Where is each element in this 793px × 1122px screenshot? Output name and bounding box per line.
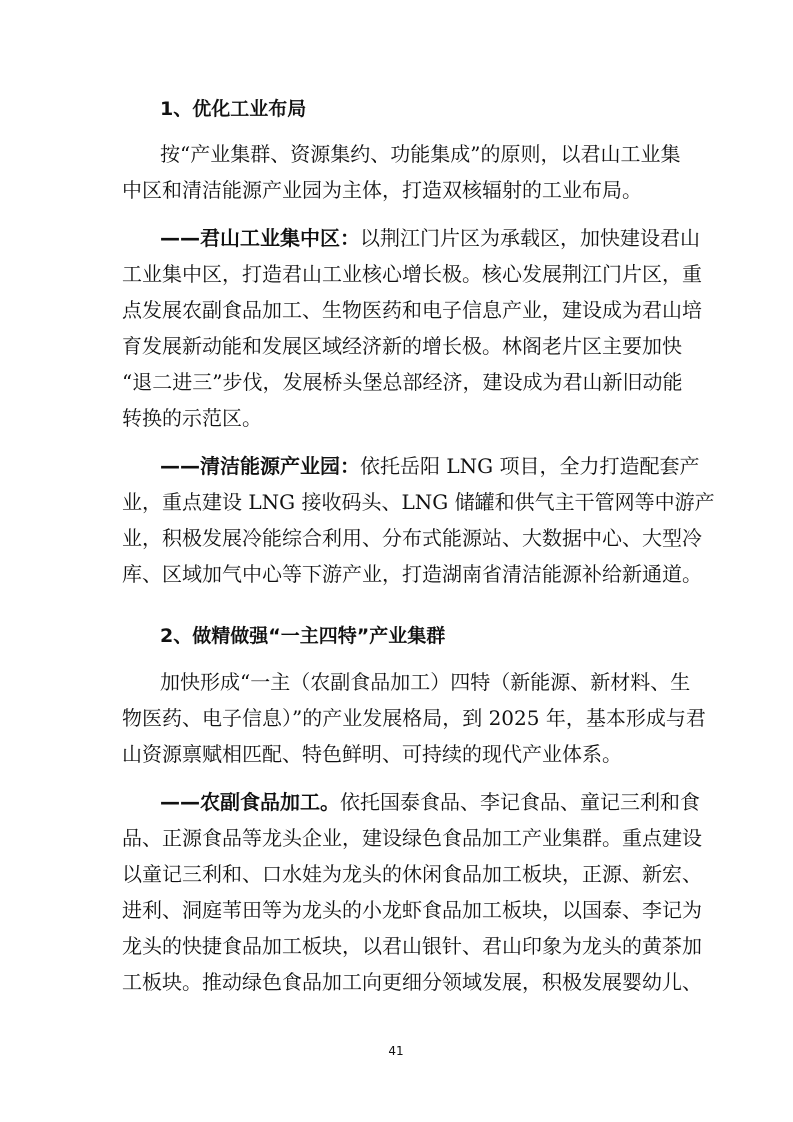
paragraph-line: 加快形成“一主（农副食品加工）四特（新能源、新材料、生	[160, 670, 691, 694]
paragraph-line: 山资源禀赋相匹配、特色鲜明、可持续的现代产业体系。	[122, 742, 622, 766]
paragraph-line: 按“产业集群、资源集约、功能集成”的原则，以君山工业集	[160, 142, 681, 166]
paragraph-line: 业，重点建设 LNG 接收码头、LNG 储罐和供气主干管网等中游产	[122, 490, 715, 514]
paragraph-text: 依托岳阳 LNG 项目，全力打造配套产	[360, 454, 700, 478]
paragraph-line: 库、区域加气中心等下游产业，打造湖南省清洁能源补给新通道。	[122, 562, 702, 586]
page-number: 41	[388, 1044, 404, 1058]
paragraph-line	[160, 447, 700, 485]
section-2-heading: 2、做精做强“一主四特”产业集群	[160, 625, 446, 647]
paragraph-line: “退二进三”步伐，发展桥头堡总部经济，建设成为君山新旧动能	[122, 370, 683, 394]
paragraph-line: 以童记三利和、口水娃为龙头的休闲食品加工板块，正源、新宏、	[122, 862, 702, 886]
paragraph-lead: ——农副食品加工。	[160, 790, 340, 814]
paragraph-line: 龙头的快捷食品加工板块，以君山银针、君山印象为龙头的黄茶加	[122, 934, 702, 958]
paragraph-line	[160, 219, 700, 257]
paragraph-line: 进利、洞庭苇田等为龙头的小龙虾食品加工板块，以国泰、李记为	[122, 898, 702, 922]
paragraph-lead: ——清洁能源产业园：	[160, 454, 360, 478]
paragraph-text: 以荆江门片区为承载区，加快建设君山	[360, 226, 700, 250]
paragraph-text: 依托国泰食品、李记食品、童记三利和食	[340, 790, 700, 814]
paragraph-line: 点发展农副食品加工、生物医药和电子信息产业，建设成为君山培	[122, 298, 702, 322]
section-1-heading: 1、优化工业布局	[160, 98, 307, 120]
paragraph-line: 物医药、电子信息）”的产业发展格局，到 2025 年，基本形成与君	[122, 706, 706, 730]
paragraph-line: 工业集中区，打造君山工业核心增长极。核心发展荆江门片区，重	[122, 262, 702, 286]
paragraph-lead: ——君山工业集中区：	[160, 226, 360, 250]
paragraph-line	[160, 783, 700, 821]
paragraph-line: 转换的示范区。	[122, 406, 262, 430]
paragraph-line: 中区和清洁能源产业园为主体，打造双核辐射的工业布局。	[122, 178, 642, 202]
paragraph-line: 工板块。推动绿色食品加工向更细分领域发展，积极发展婴幼儿、	[122, 970, 702, 994]
paragraph-line: 业，积极发展冷能综合利用、分布式能源站、大数据中心、大型冷	[122, 526, 702, 550]
paragraph-line: 品、正源食品等龙头企业，建设绿色食品加工产业集群。重点建设	[122, 826, 702, 850]
paragraph-line: 育发展新动能和发展区域经济新的增长极。林阁老片区主要加快	[122, 334, 682, 358]
